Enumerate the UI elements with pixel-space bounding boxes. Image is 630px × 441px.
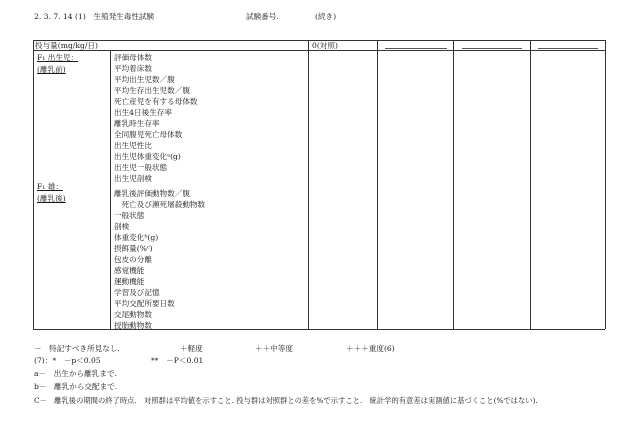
study-number-label: 試験番号. [246,12,279,21]
list-item: 出生児体重変化ᵃ(g) [114,152,181,161]
legend-moderate: ＋＋中等度 [255,344,293,353]
blank-line-2 [462,48,522,49]
legend-mild: ＋軽度 [180,344,203,353]
footnote-b: b－ 離乳から交配まで. [34,382,118,391]
legend-severe: ＋＋＋重度(6) [346,344,395,353]
group2-title: F₁ 雄： [37,182,63,191]
list-item: 出生児性比 [114,141,152,150]
list-item: 運動機能 [114,277,145,286]
table-left-border [33,40,34,329]
list-item: 交尾動物数 [114,310,152,319]
dose-label: 投与量(mg/kg/日) [35,41,98,50]
continued-label: (続き) [315,12,337,21]
legend-none: － 特記すべき所見なし. [34,344,120,353]
list-item: 評価母体数 [114,53,152,62]
footnote-a: a－ 出生から離乳まで. [34,369,117,378]
section-title: 2. 3. 7. 14 (1) 生殖発生毒性試験 [34,12,155,21]
table-col-divider-1 [377,40,378,329]
list-item: 出生児剖検 [114,174,152,183]
significance-p01: ** －P＜0.01 [151,356,204,365]
list-item: 離乳時生存率 [114,119,160,128]
list-item: 死亡産児を有する母体数 [114,97,198,106]
list-item: 感覚機能 [114,266,145,275]
list-item: 出生4日後生存率 [114,108,172,117]
list-item: 包皮の分離 [114,255,152,264]
blank-line-3 [538,48,598,49]
table-col-divider-2 [453,40,454,329]
list-item: 体重変化ᵇ(g) [114,233,159,242]
list-item: 授胎動物数 [114,321,152,330]
list-item: 平均交配所要日数 [114,299,175,308]
table-control-divider [308,40,309,329]
control-column-header: 0(対照) [312,41,338,50]
list-item: 出生児一般状態 [114,163,168,172]
table-right-border [605,40,606,329]
list-item: 平均生存出生児数／腹 [114,86,190,95]
list-item: 学習及び記憶 [114,288,160,297]
list-item: 摂餌量(%ᶜ) [114,244,153,253]
list-item: 死亡及び瀕死屠殺動物数 [114,200,206,209]
list-item: 剖検 [114,222,130,231]
table-col-divider-3 [530,40,531,329]
list-item: 平均出生児数／腹 [114,75,175,84]
significance-p05: (7)：* －p＜0.05 [34,356,101,365]
group1-title: F₁ 出生児： [37,53,79,62]
list-item: 離乳後評価動物数／腹 [114,189,190,198]
table-label-divider [110,50,111,329]
list-item: 一般状態 [114,211,145,220]
table-header-divider [33,50,605,51]
footnote-c: C－ 離乳後の期間の終了時点. 対照群は平均値を示すこと. 投与群は対照群との差を%で示すこと. 統計学的有意差は実測値に基づくこと(%ではない). [34,396,538,405]
list-item: 全同腹児死亡母体数 [114,130,183,139]
list-item: 平均着床数 [114,64,152,73]
blank-line-1 [385,48,447,49]
group1-subtitle: (離乳前) [37,65,66,74]
group2-subtitle: (離乳後) [37,194,66,203]
